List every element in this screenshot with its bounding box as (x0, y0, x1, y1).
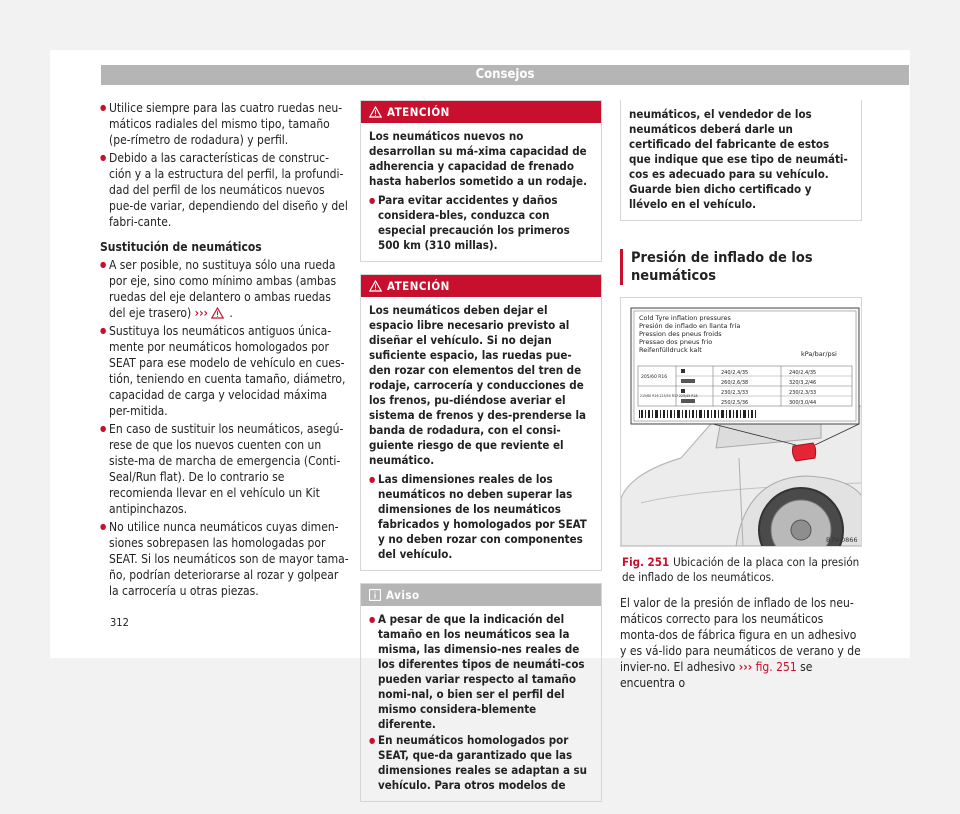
pressure-value: 230/2,3/33 (789, 390, 817, 396)
figure-number: Fig. 251 (622, 555, 670, 569)
column-right (620, 100, 862, 697)
pressure-value: 240/2,4/35 (789, 370, 817, 376)
label-line: Pressao dos pneus frio (639, 338, 713, 346)
note-box (360, 583, 602, 802)
tyre-size: 215/60 R16 225/50 R17 225/45 R18 (640, 394, 698, 398)
note-body (361, 606, 601, 801)
label-line: Reifenfülldruck kalt (639, 346, 702, 354)
pressure-value: 260/2,6/38 (721, 380, 749, 386)
column-middle (360, 100, 602, 814)
bullet-item (100, 257, 350, 321)
warning-triangle-icon (369, 106, 382, 118)
warning-text: Los neumáticos nuevos no desarrollan su má-xima capacidad de adherencia y capacidad de frenado hasta haberlos sometido a un rodaje. (369, 129, 588, 188)
info-icon (369, 589, 381, 601)
bullet-item: ● No utilice nunca neumáticos cuyas dimen-siones sobrepasen las homologadas por SEAT. Si los neumáticos son de mayor tama-ño, podrían deteriorarse al rozar y golpear la carrocería u otras piezas. (100, 519, 350, 599)
figure-reference-link[interactable]: fig. 251 (755, 660, 797, 674)
warning-text: Los neumáticos deben dejar el espacio libre necesario previsto al diseñar el vehículo. Si no dejan suficiente espacio, las ruedas pue-den rozar con elementos del tren de rodaje, carrocería y conducciones de los frenos, pu-diéndose averiar el sistema de frenos y des-prenderse la banda de rodadura, con el consi-guiente riesgo de que reviente el neumático. (369, 303, 587, 467)
warning-triangle-icon[interactable] (211, 307, 224, 319)
bullet-item: ● En caso de sustituir los neumáticos, asegú-rese de que los nuevos cuenten con un siste-ma de marcha de emergencia (Conti-Seal/Run flat). De lo contrario se recomienda llevar en el vehículo un Kit antipinchazos. (100, 421, 350, 517)
bullet-text: A ser posible, no sustituya sólo una rueda por eje, sino como mínimo ambas (ambas ruedas del eje delantero o ambas ruedas del eje trasero) (109, 258, 337, 320)
body-paragraph (620, 595, 862, 691)
bullet-item: ● Debido a las características de construc-ción y a la estructura del perfil, la profundi-dad del perfil de los neumáticos nuevos pue-de variar, dependiendo del diseño y del fabri-cante. (100, 150, 350, 230)
warning-body (361, 123, 601, 261)
pressure-value: 300/3,0/44 (789, 400, 817, 406)
warning-bullet: ● Las dimensiones reales de los neumáticos no deben superar las dimensiones de los neumáticos fabricados y homologados por SEAT y no deben rozar con componentes del vehículo. (369, 472, 593, 562)
pressure-value: 250/2,5/36 (721, 400, 749, 406)
subheading: Sustitución de neumáticos (100, 240, 262, 254)
note-bullet: ● A pesar de que la indicación del tamaño en los neumáticos sea la misma, las dimensio-nes reales de los diferentes tipos de neumáti-cos pueden variar respecto al tamaño nomi-nal, o bien ser el perfil del mismo considera-blemente diferente. (369, 612, 593, 732)
figure-caption-text: Ubicación de la placa con la presión de inflado de los neumáticos. (622, 555, 860, 584)
label-line: Pression des pneus froids (639, 330, 722, 338)
pressure-value: 240/2,4/35 (721, 370, 749, 376)
warning-body (361, 297, 601, 570)
note-box-continued: neumáticos, el vendedor de los neumáticos deberá darle un certificado del fabricante de estos que indique que ese tipo de neumáti-cos es adecuado para su vehículo. Guarde bien dicho certificado y llévelo en el vehículo. (620, 100, 862, 221)
reference-arrows[interactable]: ››› (194, 306, 208, 320)
section-title: Presión de inflado de los neumáticos (620, 249, 862, 285)
note-header (361, 584, 601, 606)
car-illustration (621, 298, 862, 546)
body-text: El valor de la presión de inflado de los neu-máticos correcto para los neumáticos monta-dos de fábrica figura en un adhesivo y es vá-lido para neumáticos de verano y de invier-no. El adhesivo (620, 596, 861, 674)
label-line: Cold Tyre inflation pressures (639, 314, 731, 322)
bullet-item: ● Utilice siempre para las cuatro ruedas neu-máticos radiales del mismo tipo, tamaño (pe-rímetro de rodadura) y perfil. (100, 100, 350, 148)
warning-box (360, 100, 602, 262)
body-text-end: se encuentra o (620, 660, 813, 690)
warning-header (361, 101, 601, 123)
label-unit: kPa/bar/psi (801, 350, 837, 358)
warning-box (360, 274, 602, 571)
figure-tyre-pressure-label (620, 297, 862, 547)
column-left (100, 100, 350, 601)
figure-caption (622, 555, 862, 585)
tyre-size: 205/60 R16 (641, 375, 668, 380)
warning-label: ATENCIÓN (387, 105, 450, 119)
note-bullet: ● En neumáticos homologados por SEAT, que-da garantizado que las dimensiones reales se adaptan a su vehículo. Para otros modelos de (369, 733, 593, 793)
section-header: Consejos (101, 65, 909, 85)
pressure-value: 320/3,2/46 (789, 380, 817, 386)
bullet-item: ● Sustituya los neumáticos antiguos única-mente por neumáticos homologados por SEAT para ese modelo de vehículo en cues-tión, teniendo en cuenta tamaño, diámetro, capacidad de carga y velocidad máxima per-mitida. (100, 323, 350, 419)
label-line: Presión de inflado en llanta fría (639, 322, 741, 330)
page-number: 312 (110, 616, 129, 629)
page (50, 50, 910, 792)
warning-bullet: ● Para evitar accidentes y daños considera-bles, conduzca con especial precaución los primeros 500 km (310 millas). (369, 193, 593, 253)
reference-arrows[interactable]: ››› (738, 660, 753, 674)
warning-header (361, 275, 601, 297)
warning-triangle-icon (369, 280, 382, 292)
note-label: Aviso (386, 588, 420, 602)
bullet-text-end: . (229, 306, 233, 320)
pressure-value: 230/2,3/33 (721, 390, 749, 396)
warning-label: ATENCIÓN (387, 279, 450, 293)
figure-code: B7V-0866 (826, 536, 858, 544)
